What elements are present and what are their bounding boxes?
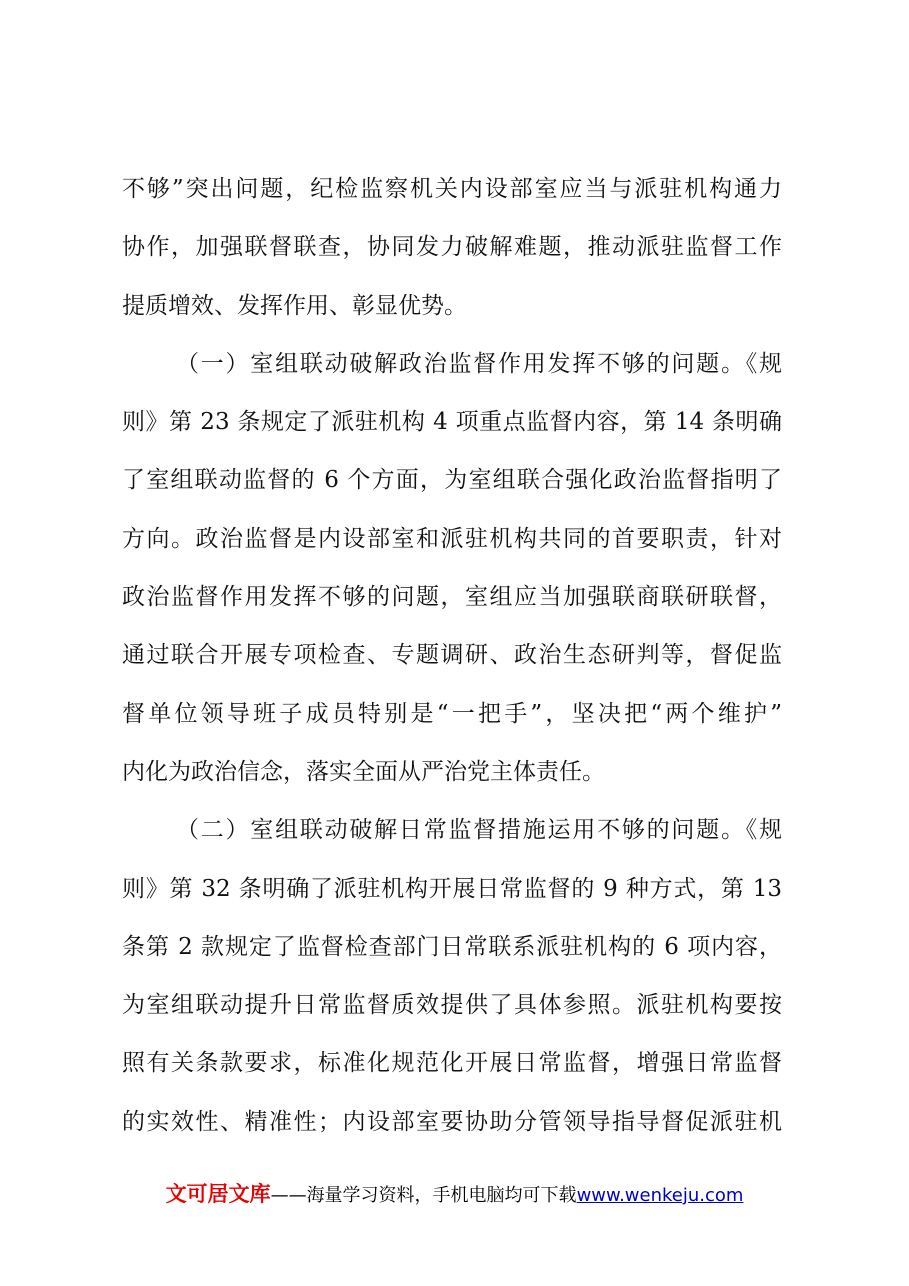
text-line: 则》第 32 条明确了派驻机构开展日常监督的 9 种方式，第 13 bbox=[122, 875, 782, 902]
text-line: 条第 2 款规定了监督检查部门日常联系派驻机构的 6 项内容， bbox=[122, 933, 782, 960]
footer-banner bbox=[0, 1178, 909, 1208]
text-line: 的实效性、精准性；内设部室要协助分管领导指导督促派驻机 bbox=[122, 1108, 782, 1135]
text-line: 通过联合开展专项检查、专题调研、政治生态研判等，督促监 bbox=[122, 642, 782, 669]
text-line: 照有关条款要求，标准化规范化开展日常监督，增强日常监督 bbox=[122, 1050, 782, 1077]
text-line: 则》第 23 条规定了派驻机构 4 项重点监督内容，第 14 条明确 bbox=[122, 409, 782, 436]
text-line: 不够”突出问题，纪检监察机关内设部室应当与派驻机构通力 bbox=[122, 176, 782, 202]
footer-brand: 文可居文库 bbox=[165, 1182, 271, 1206]
text-line: 协作，加强联督联查，协同发力破解难题，推动派驻监督工作 bbox=[122, 234, 782, 261]
text-line: （二）室组联动破解日常监督措施运用不够的问题。《规 bbox=[176, 817, 782, 844]
text-line: 为室组联动提升日常监督质效提供了具体参照。派驻机构要按 bbox=[122, 992, 782, 1019]
text-line: 了室组联动监督的 6 个方面，为室组联合强化政治监督指明了 bbox=[122, 467, 782, 494]
text-line: 提质增效、发挥作用、彰显优势。 bbox=[122, 292, 467, 319]
text-line: 方向。政治监督是内设部室和派驻机构共同的首要职责，针对 bbox=[122, 525, 782, 552]
text-line: 内化为政治信念，落实全面从严治党主体责任。 bbox=[122, 758, 605, 785]
text-line: 政治监督作用发挥不够的问题，室组应当加强联商联研联督， bbox=[122, 584, 782, 611]
text-line: （一）室组联动破解政治监督作用发挥不够的问题。《规 bbox=[176, 350, 782, 377]
document-body bbox=[122, 160, 782, 1151]
footer-site-link[interactable]: www.wenkeju.com bbox=[576, 1185, 744, 1206]
text-line: 督单位领导班子成员特别是“一把手”，坚决把“两个维护” bbox=[122, 700, 782, 727]
footer-tagline: ——海量学习资料，手机电脑均可下载 bbox=[270, 1185, 577, 1206]
